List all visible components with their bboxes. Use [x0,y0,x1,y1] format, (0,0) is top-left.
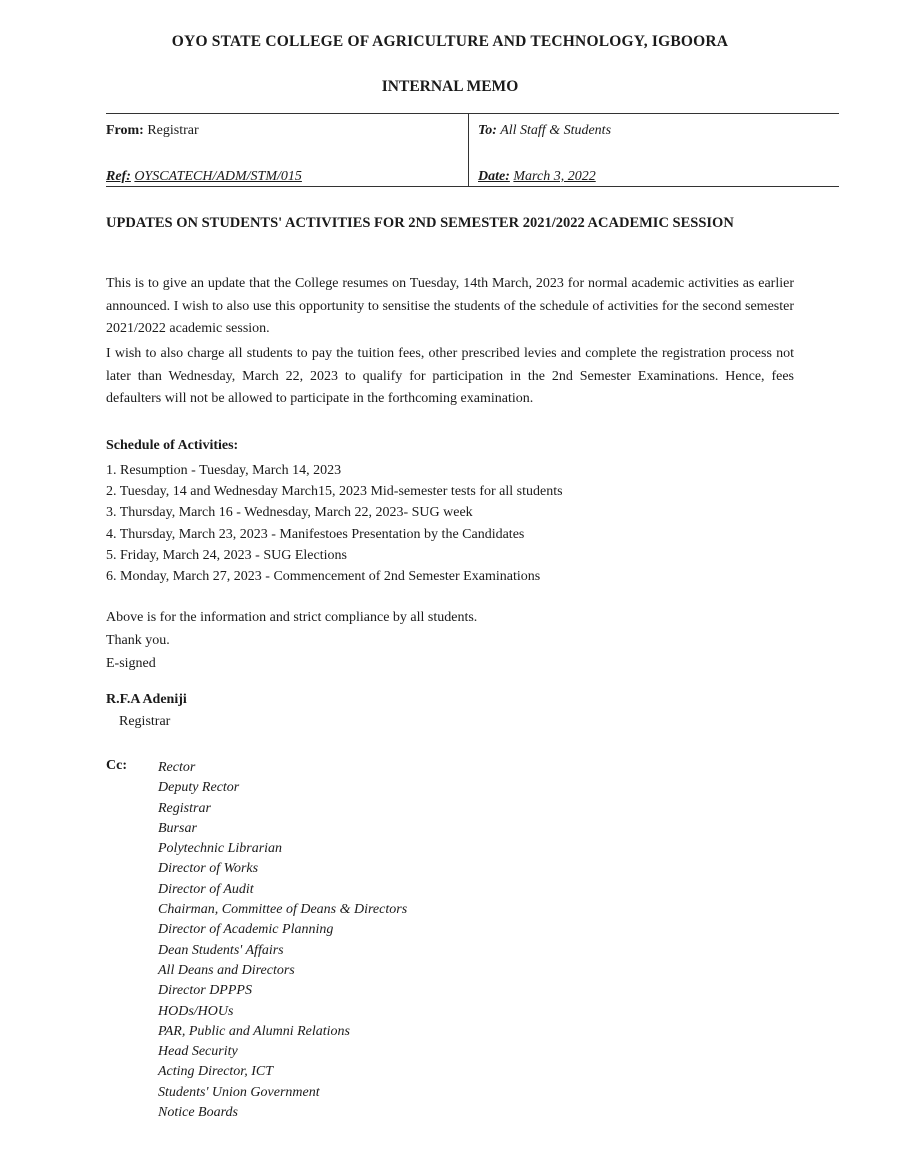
schedule-item: 4. Thursday, March 23, 2023 - Manifestoes Presentation by the Candidates [106,526,525,542]
ref-field [106,169,302,185]
cc-recipient: Director of Audit [158,881,254,897]
from-label: From: [106,123,144,138]
college-name: OYO STATE COLLEGE OF AGRICULTURE AND TECHNOLOGY, IGBOORA [171,33,729,50]
to-label: To: [478,123,497,138]
cc-recipient: Polytechnic Librarian [158,841,283,857]
cc-label: Cc: [106,758,127,773]
schedule-item: 1. Resumption - Tuesday, March 14, 2023 [106,463,342,478]
ref-label: Ref: [106,169,131,184]
ref-value: OYSCATECH/ADM/STM/015 [134,169,302,184]
date-value: March 3, 2022 [513,169,596,184]
schedule-list [106,460,563,587]
cc-recipient: Registrar [158,800,211,816]
cc-recipient: HODs/HOUs [158,1003,234,1019]
cc-recipient: PAR, Public and Alumni Relations [158,1023,350,1039]
closing-block [106,606,477,675]
memo-title: INTERNAL MEMO [381,78,519,95]
signatory-title: Registrar [119,714,171,729]
from-field [106,123,199,139]
cc-recipient: Deputy Rector [158,780,240,796]
cc-recipient: Students' Union Government [158,1084,320,1100]
cc-recipient: Director of Works [158,861,259,877]
cc-recipient: Acting Director, ICT [158,1064,273,1080]
signatory-name: R.F.A Adeniji [106,692,187,707]
cc-recipient: Rector [158,760,196,775]
from-value: Registrar [147,123,199,138]
header-divider [468,114,469,186]
memo-subject: UPDATES ON STUDENTS' ACTIVITIES FOR 2ND SEMESTER 2021/2022 ACADEMIC SESSION [106,215,734,231]
to-field [478,123,611,139]
body-paragraph: I wish to also charge all students to pay the tuition fees, other prescribed levies and complete the registration process not later than Wednesday, March 22, 2023 to qualify for participation in the 2nd Semester Examinations. Hence, fees defaulters will not be allowed to participate in the forthcoming examination. [106,346,794,406]
schedule-item: 3. Thursday, March 16 - Wednesday, March 22, 2023- SUG week [106,505,473,521]
date-label: Date: [478,169,510,184]
cc-recipient: Director DPPPS [158,983,252,999]
cc-list [158,758,407,1123]
cc-recipient: Dean Students' Affairs [158,942,284,958]
schedule-item: 6. Monday, March 27, 2023 - Commencement of 2nd Semester Examinations [106,569,541,585]
memo-header-table [106,113,839,187]
cc-recipient: Chairman, Committee of Deans & Directors [158,902,408,918]
schedule-item: 5. Friday, March 24, 2023 - SUG Elections [106,547,347,563]
cc-recipient: Bursar [158,820,197,836]
to-value: All Staff & Students [500,123,612,138]
date-field [478,169,596,185]
e-signed: E-signed [106,656,156,671]
compliance-note: Above is for the information and strict compliance by all students. [106,610,478,625]
cc-recipient: Head Security [158,1044,238,1060]
cc-recipient: Notice Boards [158,1105,238,1121]
body-paragraph: This is to give an update that the College resumes on Tuesday, 14th March, 2023 for normal academic activities as earlier announced. I wish to also use this opportunity to sensitise the students of the schedule of activities for the second semester 2021/2022 academic session. [106,276,794,336]
thank-you: Thank you. [106,633,170,648]
schedule-item: 2. Tuesday, 14 and Wednesday March15, 2023 Mid-semester tests for all students [106,484,563,500]
schedule-title: Schedule of Activities: [106,438,239,453]
cc-recipient: All Deans and Directors [158,962,295,978]
cc-recipient: Director of Academic Planning [158,922,334,938]
